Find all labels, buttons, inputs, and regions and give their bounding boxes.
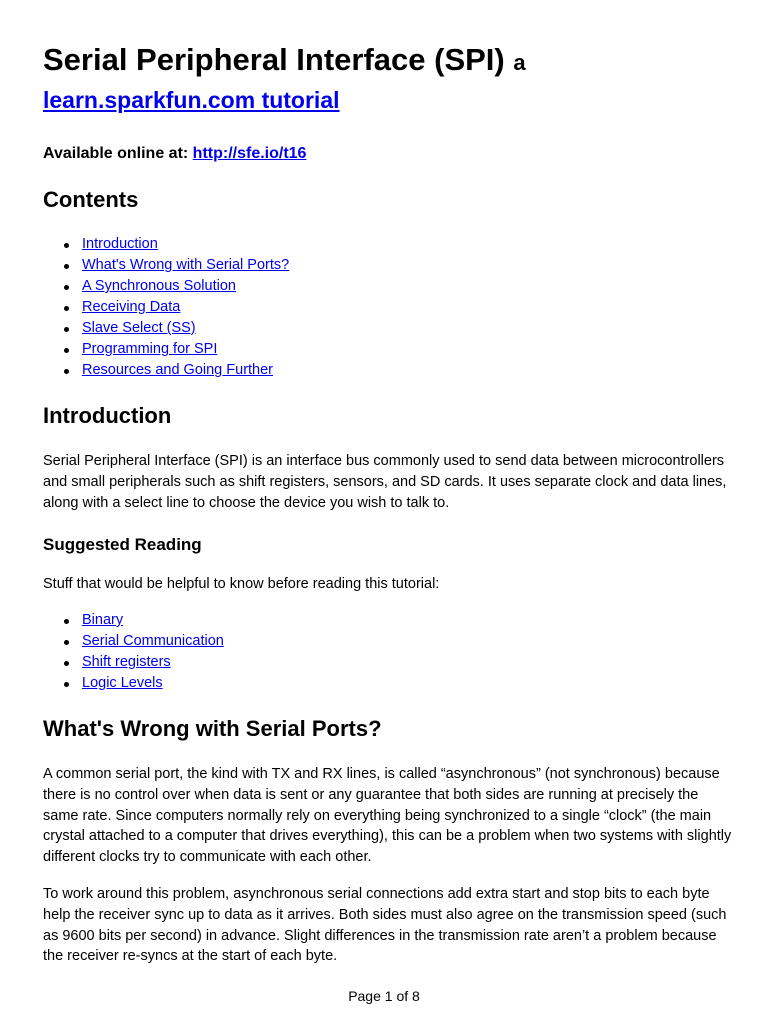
contents-item (43, 234, 289, 255)
reading-item (43, 652, 224, 673)
contents-list (43, 234, 289, 381)
available-online-line (43, 143, 306, 165)
page-number-footer: Page 1 of 8 (348, 988, 420, 1004)
bullet-icon (64, 619, 69, 624)
page-title (43, 40, 526, 83)
suggested-reading-list (43, 610, 224, 694)
sparkfun-tutorial-link[interactable]: learn.sparkfun.com tutorial (43, 87, 340, 113)
contents-link-synchronous-solution[interactable]: A Synchronous Solution (82, 278, 236, 294)
bullet-icon (64, 264, 69, 269)
contents-link-introduction[interactable]: Introduction (82, 236, 158, 252)
bullet-icon (64, 348, 69, 353)
bullet-icon (64, 682, 69, 687)
reading-item (43, 610, 224, 631)
serial-ports-heading: What's Wrong with Serial Ports? (43, 716, 382, 741)
contents-link-programming-spi[interactable]: Programming for SPI (82, 341, 218, 357)
title-text: Serial Peripheral Interface (SPI) (43, 42, 505, 77)
bullet-icon (64, 327, 69, 332)
suggested-reading-intro: Stuff that would be helpful to know before reading this tutorial: (43, 576, 440, 592)
serial-ports-paragraph-2: To work around this problem, asynchronous serial connections add extra start and stop bits to each byte help the receiver sync up to data as it arrives. Both sides must also agree on the transmission speed (such as 9600 bits per second) in advance. Slight differences in the transmission rate aren’t a problem because the receiver re-syncs at the start of each byte. (43, 886, 727, 965)
contents-link-serial-ports[interactable]: What's Wrong with Serial Ports? (82, 257, 290, 273)
introduction-heading: Introduction (43, 403, 172, 428)
contents-link-slave-select[interactable]: Slave Select (SS) (82, 320, 196, 336)
bullet-icon (64, 640, 69, 645)
serial-ports-paragraph-1: A common serial port, the kind with TX and RX lines, is called “asynchronous” (not synchronous) because there is no control over when data is sent or any guarantee that both sides are running at precisely the same rate. Since computers normally rely on everything being synchronized to a single “clock” (the main crystal attached to a computer that drives everything), this can be a problem when two systems with slightly different clocks try to communicate with each other. (43, 766, 732, 866)
contents-item (43, 276, 289, 297)
contents-item (43, 318, 289, 339)
contents-link-resources[interactable]: Resources and Going Further (82, 362, 274, 378)
contents-link-receiving-data[interactable]: Receiving Data (82, 299, 181, 315)
contents-item (43, 360, 289, 381)
contents-item (43, 297, 289, 318)
available-online-label: Available online at: (43, 145, 189, 162)
title-link-line (43, 84, 340, 116)
bullet-icon (64, 306, 69, 311)
title-suffix: a (513, 50, 526, 75)
reading-link-shift-registers[interactable]: Shift registers (82, 654, 171, 670)
bullet-icon (64, 369, 69, 374)
bullet-icon (64, 285, 69, 290)
reading-link-logic-levels[interactable]: Logic Levels (82, 675, 163, 691)
contents-item (43, 255, 289, 276)
reading-link-binary[interactable]: Binary (82, 612, 124, 628)
contents-heading: Contents (43, 187, 139, 212)
reading-link-serial-communication[interactable]: Serial Communication (82, 633, 224, 649)
contents-item (43, 339, 289, 360)
introduction-paragraph: Serial Peripheral Interface (SPI) is an interface bus commonly used to send data between microcontrollers and small peripherals such as shift registers, sensors, and SD cards. It uses separate clock and data lines, along with a select line to choose the device you wish to talk to. (43, 453, 727, 511)
tutorial-url-link[interactable]: http://sfe.io/t16 (192, 145, 307, 162)
reading-item (43, 631, 224, 652)
reading-item (43, 673, 224, 694)
bullet-icon (64, 243, 69, 248)
suggested-reading-heading: Suggested Reading (43, 535, 202, 554)
bullet-icon (64, 661, 69, 666)
